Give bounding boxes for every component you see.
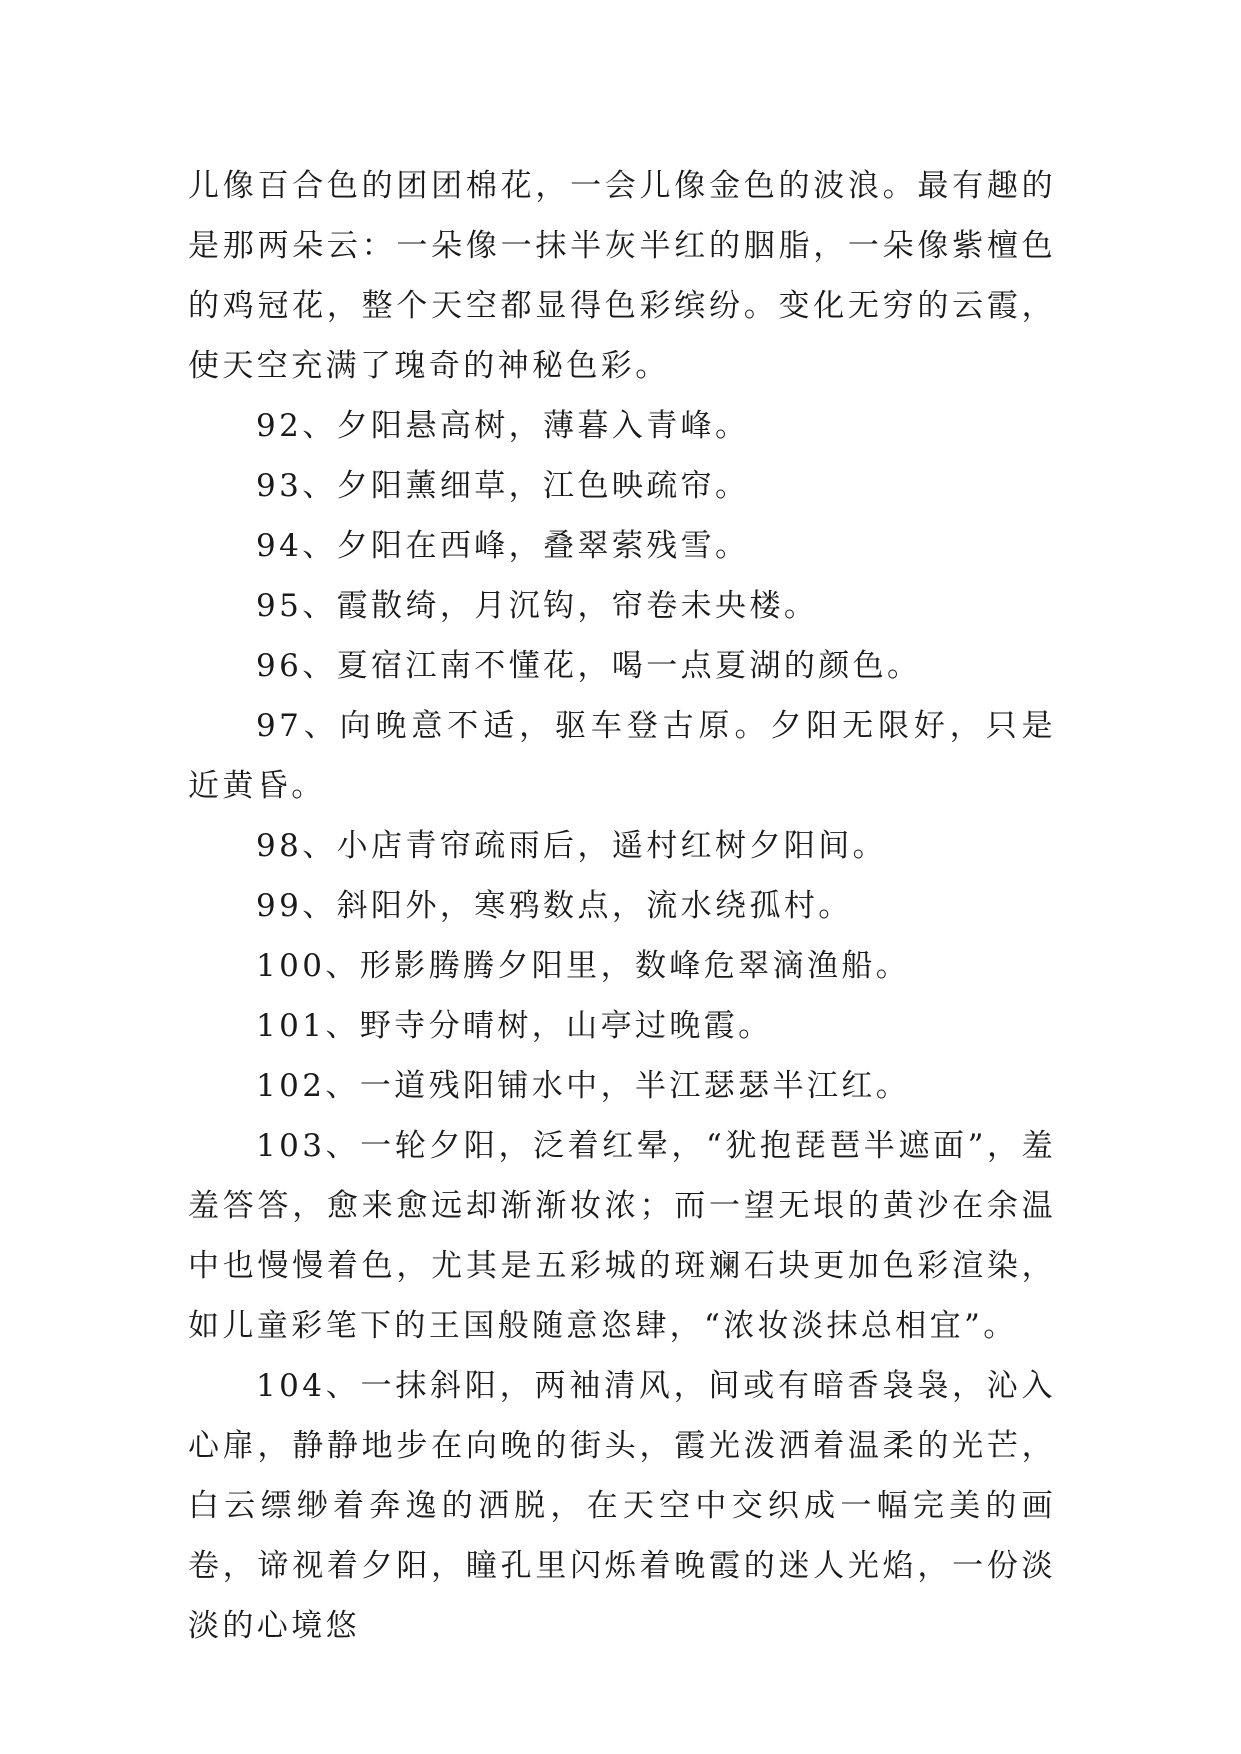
paragraph-continuation: 儿像百合色的团团棉花，一会儿像金色的波浪。最有趣的是那两朵云：一朵像一抹半灰半红的胭脂，一朵像紫檀色的鸡冠花，整个天空都显得色彩缤纷。变化无穷的云霞，使天空充满了瑰奇的神秘色彩。: [188, 168, 1056, 384]
paragraph-item-92: 92、夕阳悬高树，薄暮入青峰。: [256, 408, 750, 444]
paragraph-item-104: 104、一抹斜阳，两袖清风，间或有暗香袅袅，沁入心扉，静静地步在向晚的街头，霞光泼洒着温柔的光芒，白云缥缈着奔逸的洒脱，在天空中交织成一幅完美的画卷，谛视着夕阳，瞳孔里闪烁着晚霞的迷人光焰，一份淡淡的心境悠: [188, 1368, 1056, 1644]
paragraph-item-94: 94、夕阳在西峰，叠翠萦残雪。: [256, 528, 750, 564]
paragraph-item-95: 95、霞散绮，月沉钩，帘卷未央楼。: [256, 588, 819, 624]
document-body: [188, 156, 1056, 1656]
paragraph-item-100: 100、形影腾腾夕阳里，数峰危翠滴渔船。: [256, 948, 911, 984]
paragraph-item-97: 97、向晚意不适，驱车登古原。夕阳无限好，只是近黄昏。: [188, 708, 1056, 804]
paragraph-item-93: 93、夕阳薰细草，江色映疏帘。: [256, 468, 750, 504]
paragraph-item-103: 103、一轮夕阳，泛着红晕，“犹抱琵琶半遮面”，羞羞答答，愈来愈远却渐渐妆浓；而一望无垠的黄沙在余温中也慢慢着色，尤其是五彩城的斑斓石块更加色彩渲染，如儿童彩笔下的王国般随意恣肆，“浓妆淡抹总相宜”。: [188, 1128, 1056, 1344]
paragraph-item-98: 98、小店青帘疏雨后，遥村红树夕阳间。: [256, 828, 888, 864]
paragraph-item-102: 102、一道残阳铺水中，半江瑟瑟半江红。: [256, 1068, 911, 1104]
paragraph-item-99: 99、斜阳外，寒鸦数点，流水绕孤村。: [256, 888, 853, 924]
paragraph-item-101: 101、野寺分晴树，山亭过晚霞。: [256, 1008, 773, 1044]
paragraph-item-96: 96、夏宿江南不懂花，喝一点夏湖的颜色。: [256, 648, 922, 684]
